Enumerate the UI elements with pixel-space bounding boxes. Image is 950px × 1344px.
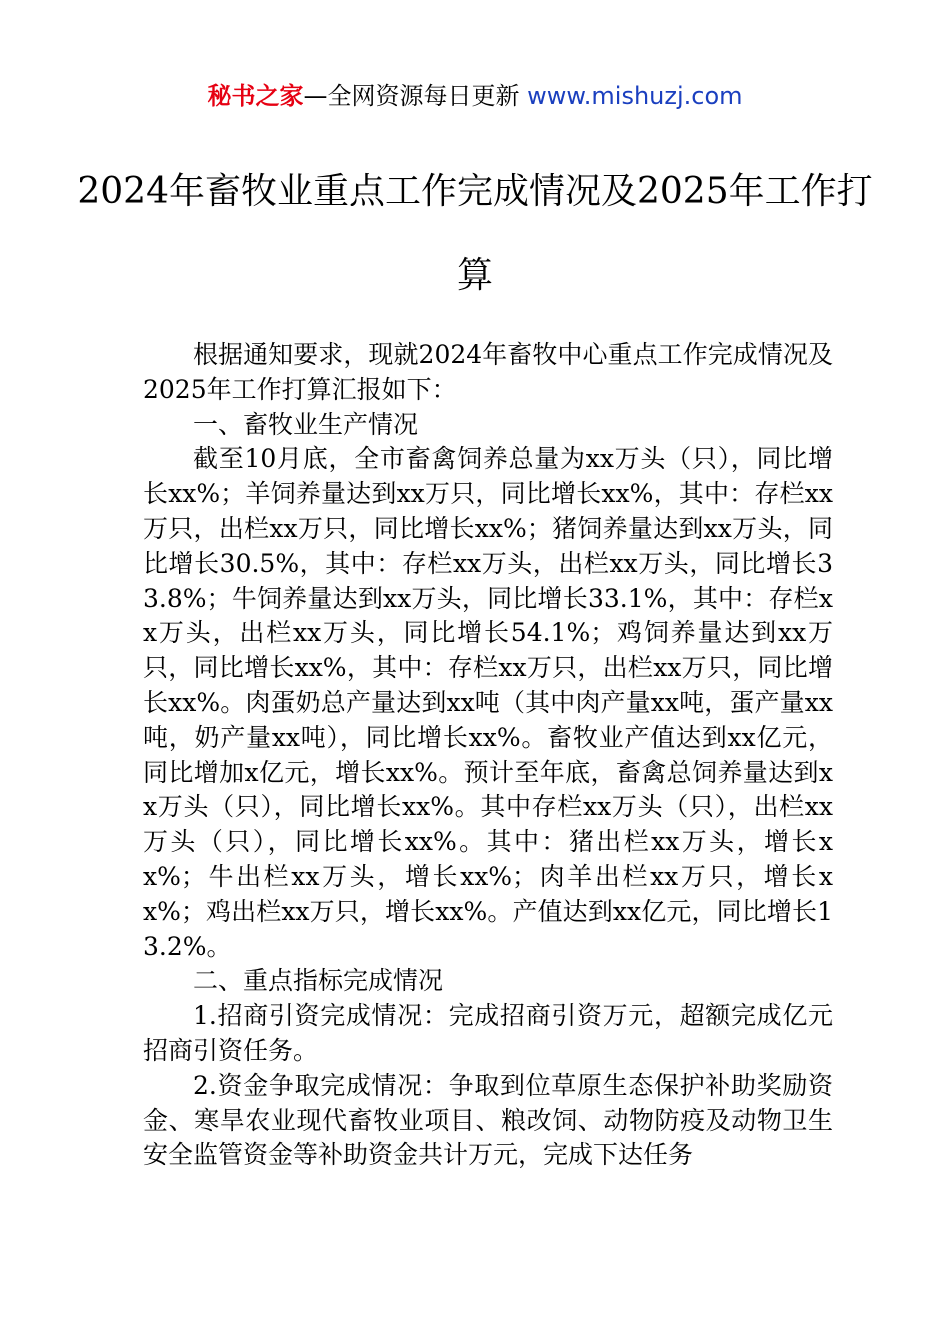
site-header: [0, 80, 950, 112]
site-brand: 秘书之家: [207, 82, 304, 110]
investment-paragraph: 1.招商引资完成情况：完成招商引资万元，超额完成亿元招商引资任务。: [143, 1001, 833, 1065]
site-tagline: —全网资源每日更新: [303, 82, 528, 110]
funding-paragraph: 2.资金争取完成情况：争取到位草原生态保护补助奖励资金、寒旱农业现代畜牧业项目、粮改饲、动物防疫及动物卫生安全监管资金等补助资金共计万元，完成下达任务: [143, 1070, 833, 1170]
site-url-link[interactable]: www.mishuzj.com: [527, 82, 743, 110]
document-title: 2024年畜牧业重点工作完成情况及2025年工作打算: [77, 171, 873, 296]
intro-paragraph: 根据通知要求，现就2024年畜牧中心重点工作完成情况及2025年工作打算汇报如下：: [143, 340, 833, 404]
section-heading-production: 一、畜牧业生产情况: [193, 409, 419, 439]
document-body: [143, 338, 833, 1173]
section-heading-indicators: 二、重点指标完成情况: [193, 966, 444, 996]
production-paragraph: 截至10月底，全市畜禽饲养总量为xx万头（只），同比增长xx%；羊饲养量达到xx万只，同比增长xx%，其中：存栏xx万只，出栏xx万只，同比增长xx%；猪饲养量达到xx万头，同比增长30.5%，其中：存栏xx万头，出栏xx万头，同比增长33.8%；牛饲养量达到xx万头，同比增长33.1%，其中：存栏xx万头，出栏xx万头，同比增长54.1%；鸡饲养量达到xx万只，同比增长xx%，其中：存栏xx万只，出栏xx万只，同比增长xx%。肉蛋奶总产量达到xx吨（其中肉产量xx吨，蛋产量xx吨，奶产量xx吨），同比增长xx%。畜牧业产值达到xx亿元，同比增加x亿元，增长xx%。预计至年底，畜禽总饲养量达到xx万头（只），同比增长xx%。其中存栏xx万头（只），出栏xx万头（只），同比增长xx%。其中：猪出栏xx万头，增长xx%；牛出栏xx万头，增长xx%；肉羊出栏xx万只，增长xx%；鸡出栏xx万只，增长xx%。产值达到xx亿元，同比增长13.2%。: [143, 444, 833, 961]
